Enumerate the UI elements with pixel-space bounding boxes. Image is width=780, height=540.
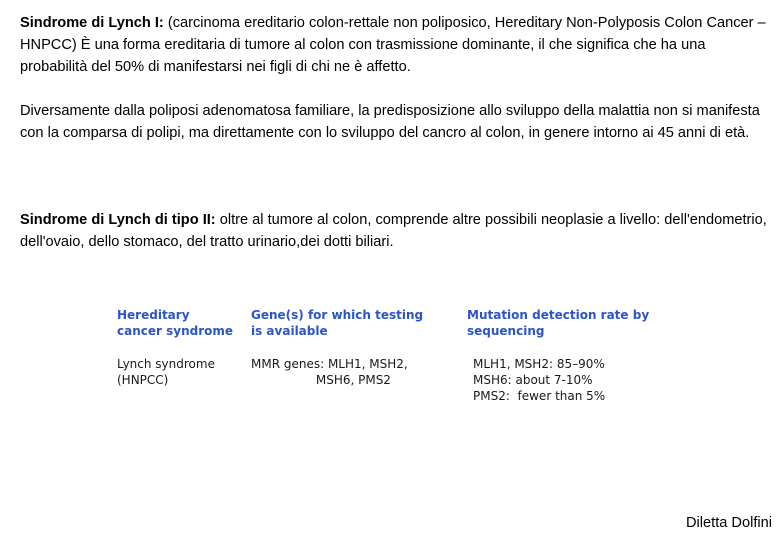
paragraph-lynch-1	[20, 12, 768, 78]
cell-detection-rate: MLH1, MSH2: 85–90% MSH6: about 7-10% PMS2: fewer than 5%	[473, 357, 606, 403]
lynch-2-heading: Sindrome di Lynch di tipo II:	[20, 212, 216, 228]
paragraph-difference: Diversamente dalla poliposi adenomatosa familiare, la predisposizione allo sviluppo della malattia non si manifesta con la comparsa di polipi, ma direttamente con lo sviluppo del cancro al colon, in genere intorno ai 45 anni di età.	[20, 103, 760, 141]
genetic-testing-table	[113, 302, 653, 414]
cell-genes: MMR genes: MLH1, MSH2, MSH6, PMS2	[251, 357, 408, 387]
paragraph-lynch-2	[20, 209, 768, 253]
lynch-2-text: oltre al tumore al colon, comprende altre possibili neoplasie a livello: dell'endometrio, dell'ovaio, dello stomaco, del tratto urinario,dei dotti biliari.	[20, 212, 767, 250]
header-syndrome: Hereditary cancer syndrome	[117, 308, 234, 338]
header-genes: Gene(s) for which testing is available	[251, 308, 424, 338]
lynch-1-text: (carcinoma ereditario colon-rettale non poliposico, Hereditary Non-Polyposis Colon Cancer – HNPCC) È una forma ereditaria di tumore al colon con trasmissione dominante, il che significa che ha una probabilità del 50% di manifestarsi nei figli di chi ne è affetto.	[20, 15, 766, 75]
author-signature: Diletta Dolfini	[686, 515, 772, 531]
lynch-1-heading: Sindrome di Lynch I:	[20, 15, 164, 31]
cell-syndrome: Lynch syndrome (HNPCC)	[117, 357, 215, 387]
header-detection-rate: Mutation detection rate by sequencing	[467, 308, 650, 338]
